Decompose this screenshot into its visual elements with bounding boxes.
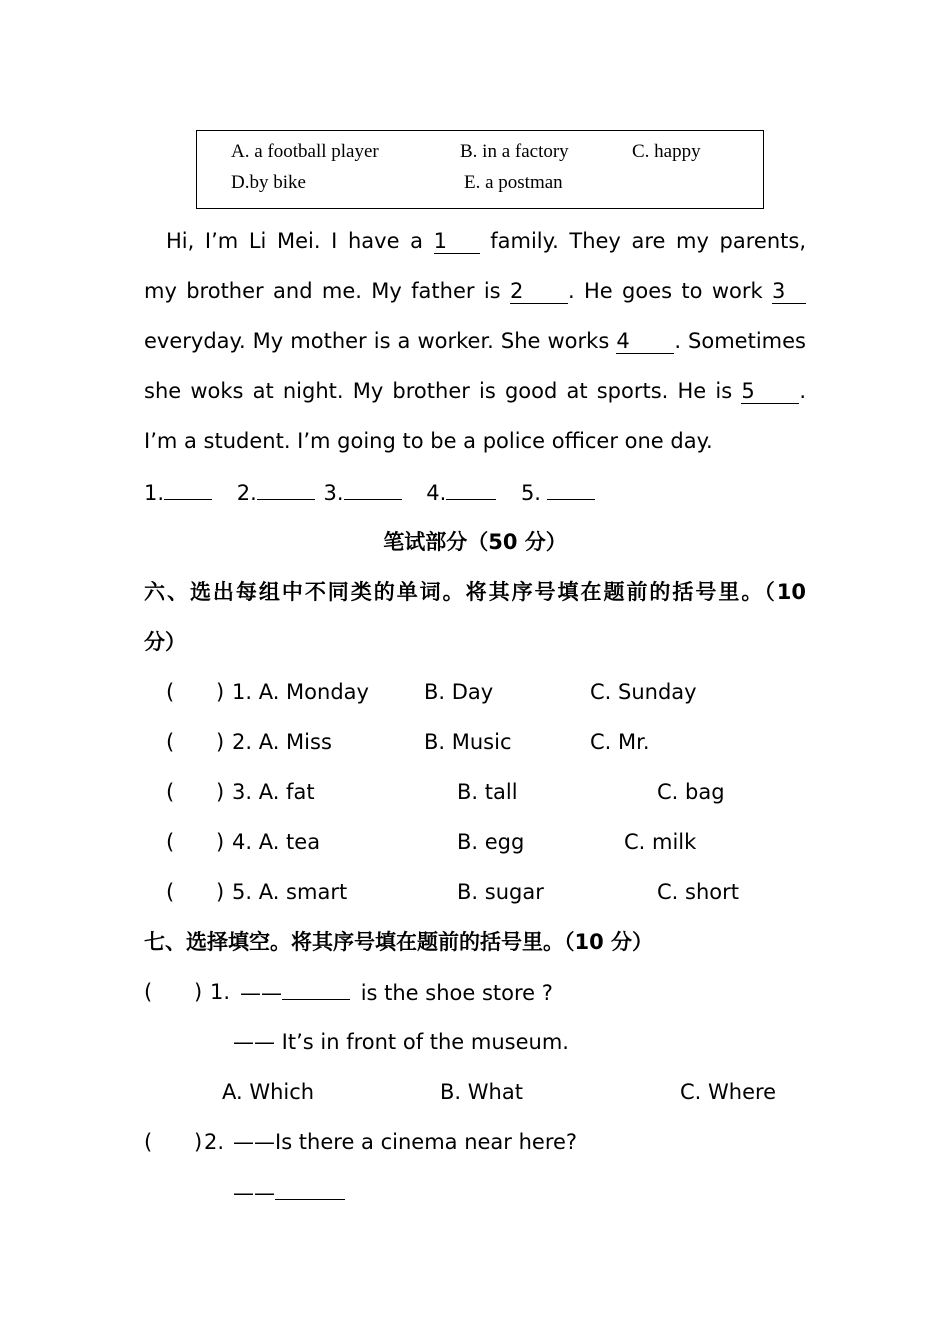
option-d: D.by bike	[231, 172, 306, 193]
q1-option-b: B. What	[440, 1080, 523, 1104]
written-section-title: 笔试部分（50 分）	[383, 530, 567, 554]
section-6-title: 六、选出每组中不同类的单词。将其序号填在题前的括号里。（10	[144, 580, 806, 604]
section-7-title: 七、选择填空。将其序号填在题前的括号里。（10 分）	[144, 930, 654, 954]
blank-1: 1	[434, 229, 480, 254]
q2-blank[interactable]	[275, 1177, 345, 1200]
blank-4: 4	[616, 329, 674, 354]
option-e: E. a postman	[464, 172, 563, 193]
answer-blank-5[interactable]	[547, 477, 595, 500]
blank-3: 3	[772, 279, 806, 304]
q2-answer-line: ——	[233, 1177, 345, 1208]
blank-5: 5	[741, 379, 799, 404]
q1-stem: —— is the shoe store ?	[240, 977, 553, 1008]
q1-option-a: A. Which	[222, 1080, 315, 1104]
answer-blank-2[interactable]	[257, 477, 315, 500]
answer-blank-4[interactable]	[446, 477, 496, 500]
passage-line-2: my brother and me. My father is 2 . He goes to work 3	[144, 276, 806, 306]
passage-line-5: I’m a student. I’m going to be a police officer one day.	[144, 429, 713, 453]
option-b: B. in a factory	[460, 141, 569, 162]
q1-option-c: C. Where	[680, 1080, 777, 1104]
passage-line-3: everyday. My mother is a worker. She works 4 . Sometimes	[144, 329, 806, 353]
blank-2: 2	[510, 279, 568, 304]
answer-blank-1[interactable]	[164, 477, 212, 500]
option-c: C. happy	[632, 141, 701, 162]
passage-line-1: Hi, I’m Li Mei. I have a 1 family. They are my parents,	[166, 229, 806, 253]
q1-blank[interactable]	[282, 977, 350, 1000]
q2-stem: ——Is there a cinema near here?	[233, 1130, 578, 1154]
answer-line: 1. 2. 3. 4. 5.	[144, 477, 595, 508]
answer-blank-3[interactable]	[344, 477, 402, 500]
section-6-title-cont: 分）	[144, 630, 186, 654]
option-a: A. a football player	[231, 141, 379, 162]
q1-answer: —— It’s in front of the museum.	[233, 1030, 569, 1054]
passage-line-4: she woks at night. My brother is good at sports. He is 5 .	[144, 379, 806, 403]
